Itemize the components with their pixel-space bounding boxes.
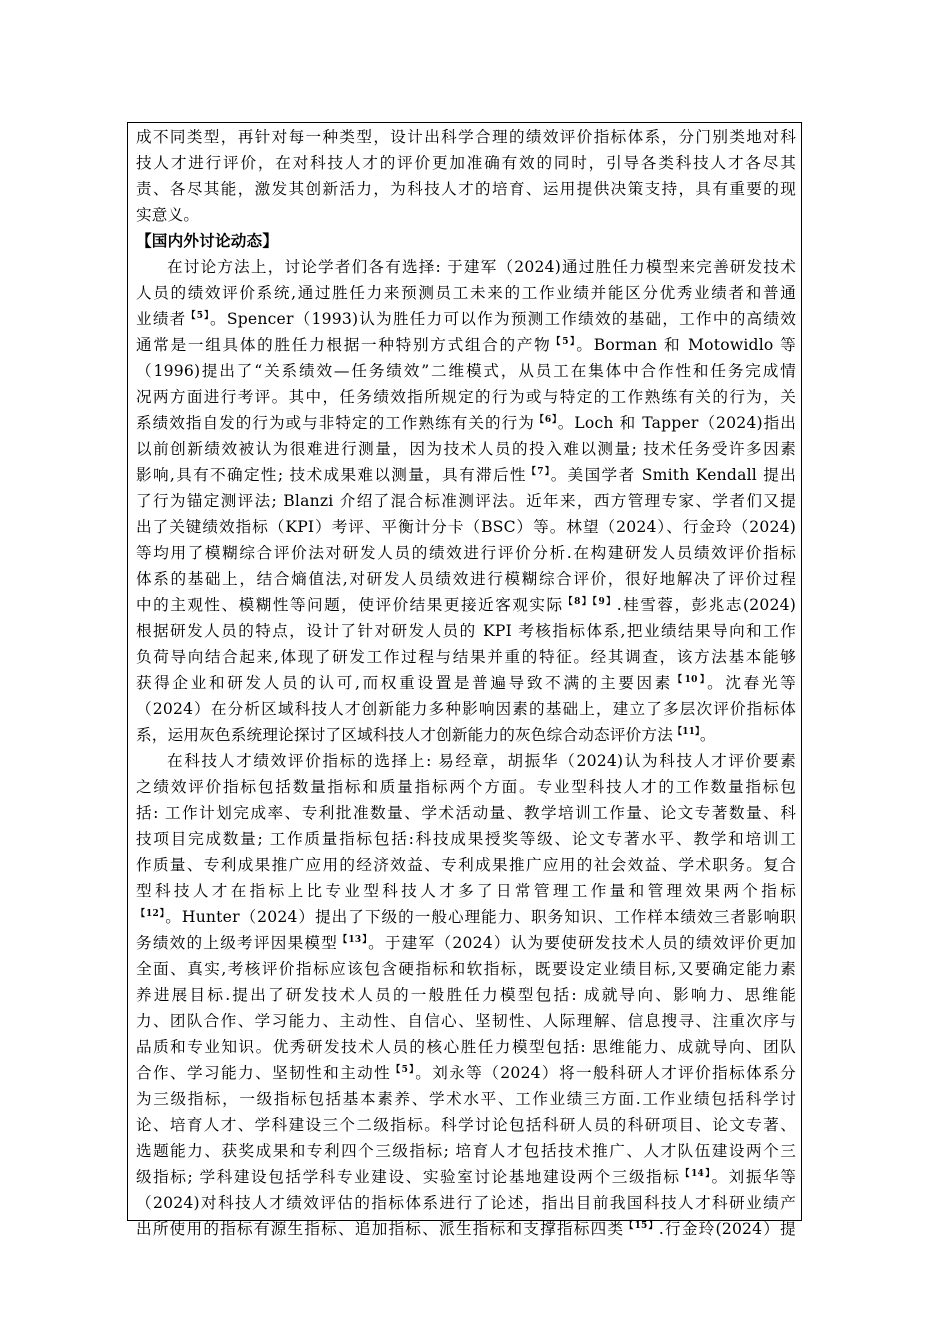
text-line	[136, 280, 796, 306]
text-line	[136, 436, 796, 462]
text-line	[136, 774, 796, 800]
line-text: 况两方面进行考评。其中，任务绩效指所规定的行为或与特定的工作熟练有关的行为，关	[136, 388, 796, 406]
line-text: 【国内外讨论动态】	[136, 231, 279, 250]
text-line	[136, 800, 796, 826]
text-line	[136, 904, 796, 930]
document-body	[136, 124, 796, 1242]
text-line	[136, 1008, 796, 1034]
citation-ref: 【5】	[186, 310, 211, 321]
text-line	[136, 566, 796, 592]
text-line	[136, 852, 796, 878]
line-text: 全面、真实,考核评价指标应该包含硬指标和软指标，既要设定业绩目标,又要确定能力素	[136, 960, 796, 978]
citation-ref: 【12】	[136, 908, 166, 919]
line-text: 出所使用的指标有源生指标、追加指标、派生指标和支撑指标四类	[136, 1220, 625, 1238]
line-text-after: .行金玲(2024）提	[658, 1220, 796, 1238]
text-line	[136, 1086, 796, 1112]
text-line	[136, 124, 796, 150]
citation-ref: 【5】	[551, 336, 577, 347]
text-line	[136, 748, 796, 774]
citation-ref: 【5】	[391, 1064, 416, 1075]
text-line	[136, 410, 796, 436]
line-text: 技项目完成数量; 工作质量指标包括:科技成果授奖等级、论文专著水平、教学和培训工	[136, 830, 796, 848]
line-text-after: 。Hunter（2024）提出了下级的一般心理能力、职务知识、工作样本绩效三者影响职	[165, 908, 796, 926]
line-text: 之绩效评价指标包括数量指标和质量指标两个方面。专业型科技人才的工作数量指标包	[136, 778, 796, 796]
text-line	[136, 956, 796, 982]
line-text: 选题能力、获奖成果和专利四个三级指标; 培育人才包括技术推广、人才队伍建设两个三	[136, 1142, 796, 1160]
text-line	[136, 1190, 796, 1216]
line-text: 人员的绩效评价系统,通过胜任力来预测员工未来的工作业绩并能区分优秀业绩者和普通	[136, 284, 796, 302]
line-text: （2024)对科技人才绩效评估的指标体系进行了论述，指出目前我国科技人才科研业绩产	[136, 1194, 796, 1212]
text-line	[136, 1216, 796, 1242]
line-text: 业绩者	[136, 310, 187, 328]
line-text: 作质量、专利成果推广应用的经济效益、专利成果推广应用的社会效益、学术职务。复合	[136, 856, 796, 874]
line-text: 获得企业和研发人员的认可,而权重设置是普遍导致不满的主要因素	[136, 674, 673, 692]
text-line	[136, 540, 796, 566]
text-line	[136, 176, 796, 202]
line-text-after: 。美国学者 Smith Kendall 提出	[550, 466, 796, 484]
line-text: 通常是一组具体的胜任力根据一种特别方式组合的产物	[136, 336, 552, 354]
line-text: 等均用了模糊综合评价法对研发人员的绩效进行评价分析.在构建研发人员绩效评价指标	[136, 544, 796, 562]
citation-ref: 【13】	[338, 934, 369, 945]
line-text: 实意义。	[136, 206, 200, 224]
text-line	[136, 332, 796, 358]
text-line	[136, 592, 796, 618]
line-text: 中的主观性、模糊性等问题，使评价结果更接近客观实际	[136, 596, 564, 614]
text-line	[136, 358, 796, 384]
line-text-after: 。沈春光等	[707, 674, 796, 692]
citation-ref: 【7】	[526, 466, 551, 477]
line-text-after: .桂雪蓉，彭兆志(2024)	[616, 596, 796, 614]
text-line	[136, 514, 796, 540]
text-line	[136, 878, 796, 904]
text-line	[136, 670, 796, 696]
text-line	[136, 254, 796, 280]
line-text: 系，运用灰色系统理论探讨了区域科技人才创新能力的灰色综合动态评价方法	[136, 726, 673, 744]
line-text: （1996)提出了“关系绩效—任务绩效”二维模式，从员工在集体中合作性和任务完成情	[136, 362, 796, 380]
text-line	[136, 930, 796, 956]
line-text: 在讨论方法上，讨论学者们各有选择: 于建军（2024)通过胜任力模型来完善研发技术	[167, 258, 796, 276]
line-text: 括: 工作计划完成率、专利批准数量、学术活动量、教学培训工作量、论文专著数量、科	[136, 804, 796, 822]
line-text: 体系的基础上，结合熵值法,对研发人员绩效进行模糊综合评价，很好地解决了评价过程	[136, 570, 796, 588]
line-text-after: 。Spencer（1993)认为胜任力可以作为预测工作绩效的基础，工作中的高绩效	[210, 310, 796, 328]
line-text: 为三级指标，一级指标包括基本素养、学术水平、工作业绩三方面.工作业绩包括科学讨	[136, 1090, 796, 1108]
text-line	[136, 618, 796, 644]
line-text-after: 。刘永等（2024）将一般科研人才评价指标体系分	[415, 1064, 796, 1082]
text-line	[136, 202, 796, 228]
line-text: 力、团队合作、学习能力、主动性、自信心、坚韧性、人际理解、信息搜寻、注重次序与	[136, 1012, 796, 1030]
line-text: 根据研发人员的特点，设计了针对研发人员的 KPI 考核指标体系,把业绩结果导向和工作	[136, 622, 796, 640]
citation-ref: 【10】	[672, 674, 708, 685]
line-text: 养进展目标.提出了研发技术人员的一般胜任力模型包括: 成就导向、影响力、思维能	[136, 986, 796, 1004]
text-line	[136, 1060, 796, 1086]
text-line	[136, 1138, 796, 1164]
text-line	[136, 722, 796, 748]
line-text: 了行为锚定测评法; Blanzi 介绍了混合标准测评法。近年来，西方管理专家、学者们又提	[136, 492, 796, 510]
text-line	[136, 644, 796, 670]
line-text: 影响,具有不确定性; 技术成果难以测量，具有滞后性	[136, 466, 527, 484]
line-text: 负荷导向结合起来,体现了研发工作过程与结果并重的特征。经其调查，该方法基本能够	[136, 648, 796, 666]
line-text: 论、培育人才、学科建设三个二级指标。科学讨论包括科研人员的科研项目、论文专著、	[136, 1116, 796, 1134]
line-text: 型科技人才在指标上比专业型科技人才多了日常管理工作量和管理效果两个指标	[136, 882, 796, 900]
citation-ref: 【14】	[680, 1168, 712, 1179]
line-text-after: 。Borman 和 Motowidlo 等	[576, 336, 796, 354]
line-text: 以前创新绩效被认为很难进行测量，因为技术人员的投入难以测量; 技术任务受许多因素	[136, 440, 796, 458]
line-text: 技人才进行评价，在对科技人才的评价更加准确有效的同时，引导各类科技人才各尽其	[136, 154, 796, 172]
line-text-after: 。	[699, 726, 716, 744]
line-text: （2024）在分析区域科技人才创新能力多种影响因素的基础上，建立了多层次评价指标体	[136, 700, 796, 718]
citation-ref: 【6】	[534, 414, 558, 425]
line-text: 责、各尽其能，激发其创新活力，为科技人才的培育、运用提供决策支持，具有重要的现	[136, 180, 796, 198]
line-text: 级指标; 学科建设包括学科专业建设、实验室讨论基地建设两个三级指标	[136, 1168, 681, 1186]
line-text-after: 。Loch 和 Tapper（2024)指出	[557, 414, 796, 432]
text-line	[136, 1034, 796, 1060]
section-heading	[136, 228, 796, 254]
text-line	[136, 462, 796, 488]
text-line	[136, 488, 796, 514]
citation-ref: 【15】	[624, 1220, 659, 1231]
line-text: 在科技人才绩效评价指标的选择上: 易经章，胡振华（2024)认为科技人才评价要素	[167, 752, 796, 770]
line-text: 系绩效指自发的行为或与非特定的工作熟练有关的行为	[136, 414, 535, 432]
text-line	[136, 826, 796, 852]
text-line	[136, 1164, 796, 1190]
text-line	[136, 306, 796, 332]
text-line	[136, 384, 796, 410]
line-text: 出了关键绩效指标（KPI）考评、平衡计分卡（BSC）等。林望（2024）、行金玲（2024)	[136, 518, 796, 536]
citation-ref: 【11】	[673, 726, 700, 737]
text-line	[136, 982, 796, 1008]
line-text: 品质和专业知识。优秀研发技术人员的核心胜任力模型包括: 思维能力、成就导向、团队	[136, 1038, 796, 1056]
citation-ref: 【8】【9】	[563, 596, 617, 607]
line-text: 成不同类型，再针对每一种类型，设计出科学合理的绩效评价指标体系，分门别类地对科	[136, 128, 796, 146]
text-line	[136, 696, 796, 722]
text-line	[136, 150, 796, 176]
text-line	[136, 1112, 796, 1138]
line-text-after: 。刘振华等	[711, 1168, 796, 1186]
line-text: 合作、学习能力、坚韧性和主动性	[136, 1064, 392, 1082]
line-text: 务绩效的上级考评因果模型	[136, 934, 339, 952]
line-text-after: 。于建军（2024）认为要使研发技术人员的绩效评价更加	[368, 934, 796, 952]
